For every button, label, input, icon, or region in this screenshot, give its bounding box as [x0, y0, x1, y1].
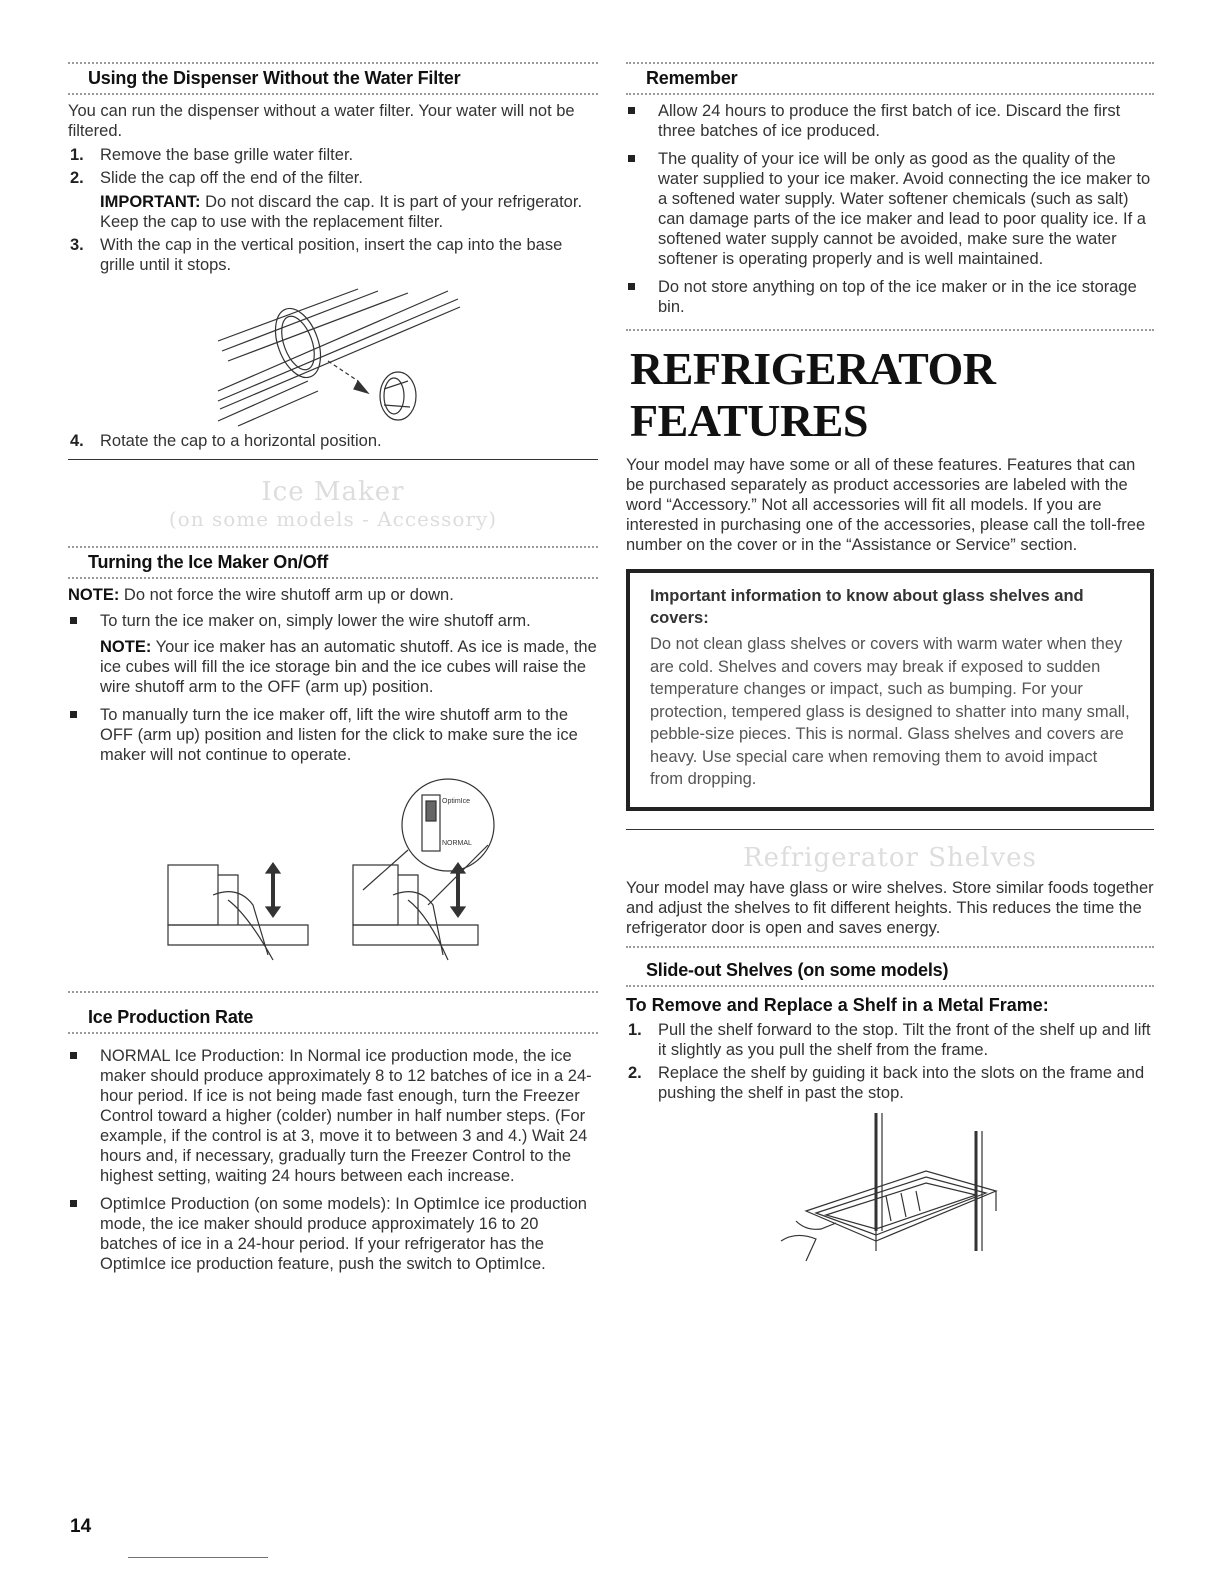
step-3: 3. With the cap in the vertical position, insert the cap into the base grille until it stops.: [70, 236, 563, 274]
page-number: 14: [70, 1516, 92, 1537]
section-production-heading: [68, 991, 598, 1034]
remember-bullet-2: The quality of your ice will be only as good as the quality of the water supplied to your ice maker. Avoid connecting the ice maker to a softened water supply. Water softener chemicals (such as salt) can damage parts of the ice maker and lead to poor quality ice. If a softened water supply cannot be avoided, make sure the water softener is operating properly and is well maintained.: [626, 149, 1154, 269]
bullet-normal-production: NORMAL Ice Production: In Normal ice production mode, the ice maker should produce approximately 8 to 12 batches of ice in a 24-hour period. If ice is not being made fast enough, turn the Freezer Control toward a higher (colder) number in half number steps. (For example, if the control is at 3, move it to between 3 and 4.) Wait 24 hours and, if necessary, gradually turn the Freezer Control to the highest setting, waiting 24 hours between each increase.: [68, 1046, 598, 1186]
shelves-intro: Your model may have glass or wire shelves. Store similar foods together and adjust the shelves to fit different heights. This reduces the time the refrigerator door is open and saves energy.: [626, 878, 1154, 937]
shelf-steps: [626, 1020, 1154, 1103]
bullet-turn-off: To manually turn the ice maker off, lift the wire shutoff arm to the OFF (arm up) position and listen for the click to make sure the ice maker will not continue to operate.: [68, 705, 598, 765]
remember-bullets: [626, 101, 1154, 317]
remember-bullet-3: Do not store anything on top of the ice maker or in the ice storage bin.: [626, 277, 1154, 317]
footer-line: [128, 1557, 268, 1558]
cap-grille-illustration: [208, 281, 598, 431]
dispenser-step-4: [68, 431, 598, 451]
production-bullets: [68, 1046, 598, 1274]
section-slide-out-heading: [626, 946, 1154, 987]
section-remember-heading: [626, 62, 1154, 95]
important-note: IMPORTANT: Do not discard the cap. It is part of your refrigerator. Keep the cap to use with the replacement filter.: [100, 193, 583, 231]
switch-label-optimice: OptimIce: [442, 798, 471, 805]
warning-title: Important information to know about glass shelves and covers:: [650, 587, 1084, 627]
dispenser-steps: [68, 145, 598, 275]
glass-shelves-warning: [626, 569, 1154, 811]
shelf-step-2: 2. Replace the shelf by guiding it back into the slots on the frame and pushing the shelf in past the stop.: [628, 1063, 1145, 1102]
ice-maker-arm-illustration: [158, 775, 598, 975]
switch-label-normal: NORMAL: [442, 840, 472, 847]
slide-out-shelf-illustration: [776, 1111, 1154, 1281]
on-off-bullets: [68, 611, 598, 765]
step-2: 2. Slide the cap off the end of the filter. IMPORTANT: Do not discard the cap. It is part of your refrigerator. Keep the cap to use with the replacement filter.: [68, 168, 598, 232]
warning-text: Do not clean glass shelves or covers with warm water when they are cold. Shelves and covers may break if exposed to sudden temperature changes or impact, such as bumping. For your protection, tempered glass is designed to shatter into many small, pebble-size pieces. This is normal. Glass shelves and covers are heavy. Use special care when removing them to avoid impact from dropping.: [650, 635, 1130, 788]
ice-maker-title-block: [68, 478, 598, 532]
remember-bullet-1: Allow 24 hours to produce the first batch of ice. Discard the first three batches of ice produced.: [626, 101, 1154, 141]
section-dispenser-heading: [68, 62, 598, 95]
step-1: 1. Remove the base grille water filter.: [70, 146, 354, 164]
features-intro: Your model may have some or all of these features. Features that can be purchased separately as product accessories are labeled with the word “Accessory.” Not all accessories will fit all models. If you are interested in purchasing one of the accessories, please call the toll-free number on the cover or in the “Assistance or Service” section.: [626, 456, 1146, 554]
heading-ice-production-rate: Ice Production Rate: [88, 1007, 254, 1027]
dispenser-intro: You can run the dispenser without a water filter. Your water will not be filtered.: [68, 102, 575, 140]
auto-shutoff-note: NOTE: Your ice maker has an automatic shutoff. As ice is made, the ice cubes will fill the ice storage bin and the ice cubes will raise the wire shutoff arm to the OFF (arm up) position.: [100, 638, 597, 696]
bullet-turn-on: To turn the ice maker on, simply lower the wire shutoff arm. NOTE: Your ice maker has an automatic shutoff. As ice is made, the ice cubes will fill the ice storage bin and the ice cubes will raise the wire shutoff arm to the OFF (arm up) position.: [68, 611, 598, 697]
heading-turning-on-off: Turning the Ice Maker On/Off: [88, 552, 329, 572]
left-column: [68, 62, 598, 1282]
remove-replace-subheading: To Remove and Replace a Shelf in a Metal Frame:: [626, 994, 1049, 1015]
ice-maker-subtitle: (on some models - Accessory): [168, 507, 498, 531]
step-4: 4. Rotate the cap to a horizontal position.: [70, 432, 382, 450]
heading-dispenser-without-filter: Using the Dispenser Without the Water Filter: [88, 68, 461, 88]
section-on-off-heading: [68, 546, 598, 579]
bullet-optimice-production: OptimIce Production (on some models): In OptimIce ice production mode, the ice maker should produce approximately 16 to 20 batches of ice in a 24-hour period. If your refrigerator has the OptimIce ice production feature, push the switch to OptimIce.: [68, 1194, 598, 1274]
heading-remember: Remember: [646, 68, 738, 88]
shelf-step-1: 1. Pull the shelf forward to the stop. Tilt the front of the shelf up and lift it slightly as you pull the shelf from the frame.: [628, 1020, 1151, 1059]
ice-maker-title: Ice Maker: [261, 477, 405, 507]
right-column: [626, 62, 1154, 1281]
on-off-note: NOTE: Do not force the wire shutoff arm up or down.: [68, 586, 454, 604]
heading-slide-out-shelves: Slide-out Shelves (on some models): [646, 959, 949, 980]
refrigerator-features-title: REFRIGERATOR FEATURES: [630, 343, 996, 446]
refrigerator-shelves-title: Refrigerator Shelves: [743, 842, 1037, 873]
